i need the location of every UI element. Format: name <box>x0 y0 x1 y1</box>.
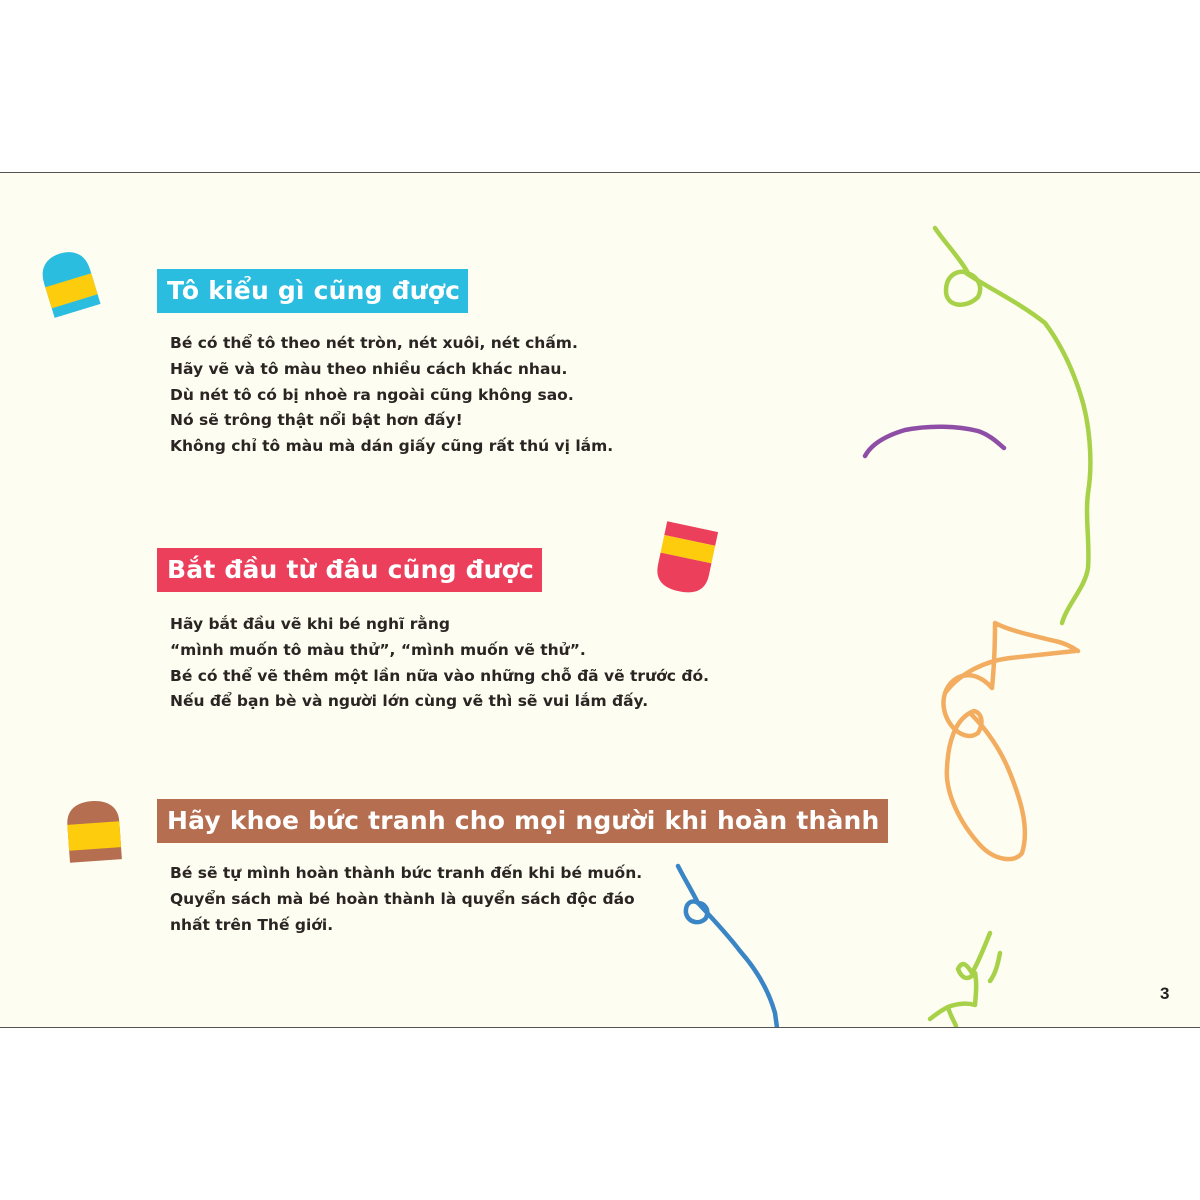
section-body-1 <box>170 331 613 460</box>
body-line: Nếu để bạn bè và người lớn cùng vẽ thì sẽ vui lắm đấy. <box>170 692 649 711</box>
body-line: “mình muốn tô màu thử”, “mình muốn vẽ thử”. <box>170 640 586 659</box>
orange-scribble-line <box>943 623 1078 859</box>
purple-scribble-line <box>865 427 1004 456</box>
section-heading-2: Bắt đầu từ đâu cũng được <box>157 548 542 592</box>
body-line: Bé có thể vẽ thêm một lần nữa vào những chỗ đã vẽ trước đó. <box>170 666 709 685</box>
page-number: 3 <box>1160 984 1170 1003</box>
body-line: Bé sẽ tự mình hoàn thành bức tranh đến khi bé muốn. <box>170 864 643 882</box>
body-line: Nó sẽ trông thật nổi bật hơn đấy! <box>170 411 463 430</box>
body-line: Không chỉ tô màu mà dán giấy cũng rất thú vị lắm. <box>170 437 614 456</box>
crayon-tip-blue-icon <box>32 246 108 326</box>
body-line: Hãy vẽ và tô màu theo nhiều cách khác nhau. <box>170 359 568 378</box>
body-line: nhất trên Thế giới. <box>170 915 334 934</box>
blue-scribble-line <box>678 866 777 1028</box>
section-heading-1: Tô kiểu gì cũng được <box>157 269 468 313</box>
green-scribble-small <box>930 933 1000 1026</box>
crayon-tip-brown-icon <box>56 793 132 873</box>
body-line: Dù nét tô có bị nhoè ra ngoài cũng không sao. <box>170 385 574 404</box>
body-line: Hãy bắt đầu vẽ khi bé nghĩ rằng <box>170 615 450 633</box>
crayon-tip-red-icon <box>648 518 724 598</box>
section-heading-3: Hãy khoe bức tranh cho mọi người khi hoàn thành <box>157 799 888 843</box>
section-body-2 <box>170 612 709 715</box>
body-line: Bé có thể tô theo nét tròn, nét xuôi, nét chấm. <box>170 334 578 352</box>
book-page <box>0 172 1200 1028</box>
body-line: Quyển sách mà bé hoàn thành là quyển sách độc đáo <box>170 889 635 908</box>
section-body-3 <box>170 861 642 938</box>
